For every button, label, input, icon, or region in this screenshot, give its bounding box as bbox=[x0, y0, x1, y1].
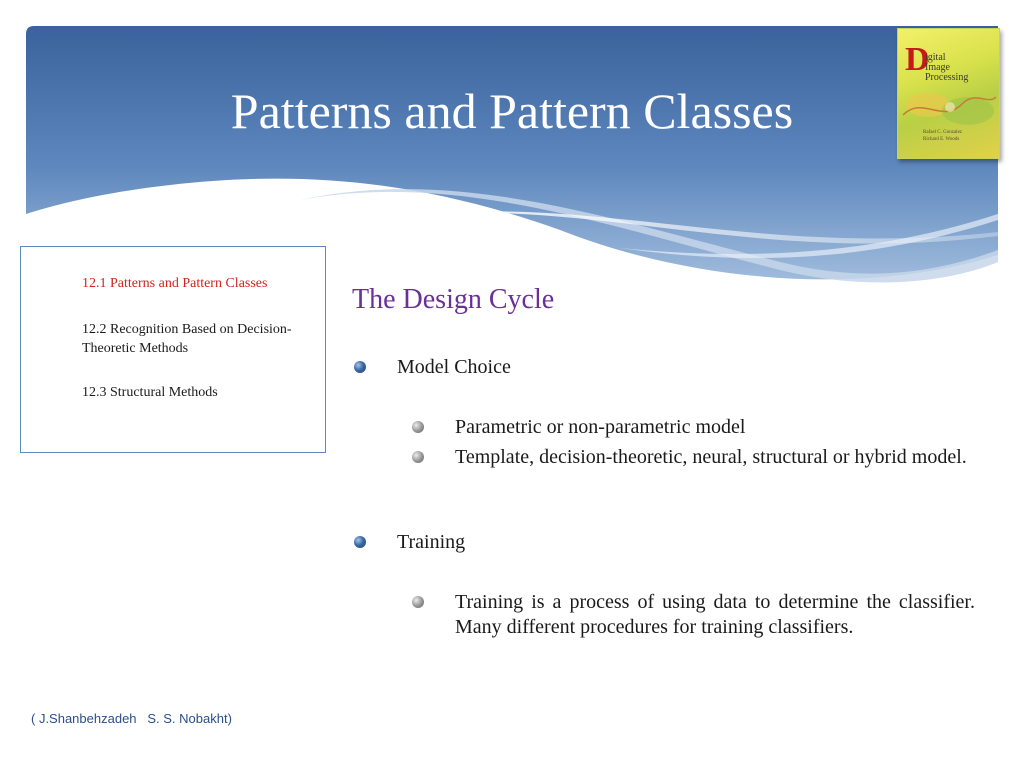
section-heading: The Design Cycle bbox=[352, 284, 555, 315]
sub-bullet-dot-icon bbox=[412, 451, 424, 463]
bullet-dot-icon bbox=[354, 361, 366, 373]
bullet-dot-icon bbox=[354, 536, 366, 548]
book-cover-image bbox=[897, 28, 1000, 159]
book-cover-artwork bbox=[898, 85, 999, 133]
sub-bullet-dot-icon bbox=[412, 596, 424, 608]
sub-bullet-template: Template, decision-theoretic, neural, structural or hybrid model. bbox=[455, 446, 967, 468]
footer-credit: ( J.Shanbehzadeh S. S. Nobakht) bbox=[31, 711, 232, 726]
toc-item-decision-theoretic[interactable]: 12.2 Recognition Based on Decision-Theoretic Methods bbox=[82, 322, 292, 356]
toc-panel bbox=[20, 246, 326, 453]
book-cover-letter: D bbox=[905, 41, 930, 78]
slide-title: Patterns and Pattern Classes bbox=[230, 83, 794, 139]
bullet-model-choice: Model Choice bbox=[397, 356, 511, 378]
toc-item-patterns[interactable]: 12.1 Patterns and Pattern Classes bbox=[82, 276, 268, 291]
book-title-line-2: Image bbox=[925, 62, 950, 73]
sub-bullet-training-desc: Training is a process of using data to determine the classifier. Many different procedures for training classifiers. bbox=[455, 591, 975, 638]
book-author-2: Richard E. Woods bbox=[923, 137, 960, 142]
book-title-line-3: Processing bbox=[925, 72, 969, 83]
bullet-training: Training bbox=[397, 531, 466, 553]
sub-bullet-parametric: Parametric or non-parametric model bbox=[455, 416, 746, 438]
book-title-line-1: igital bbox=[925, 52, 946, 63]
book-author-1: Rafael C. Gonzalez bbox=[923, 130, 963, 135]
toc-item-structural[interactable]: 12.3 Structural Methods bbox=[82, 385, 218, 400]
sub-bullet-dot-icon bbox=[412, 421, 424, 433]
